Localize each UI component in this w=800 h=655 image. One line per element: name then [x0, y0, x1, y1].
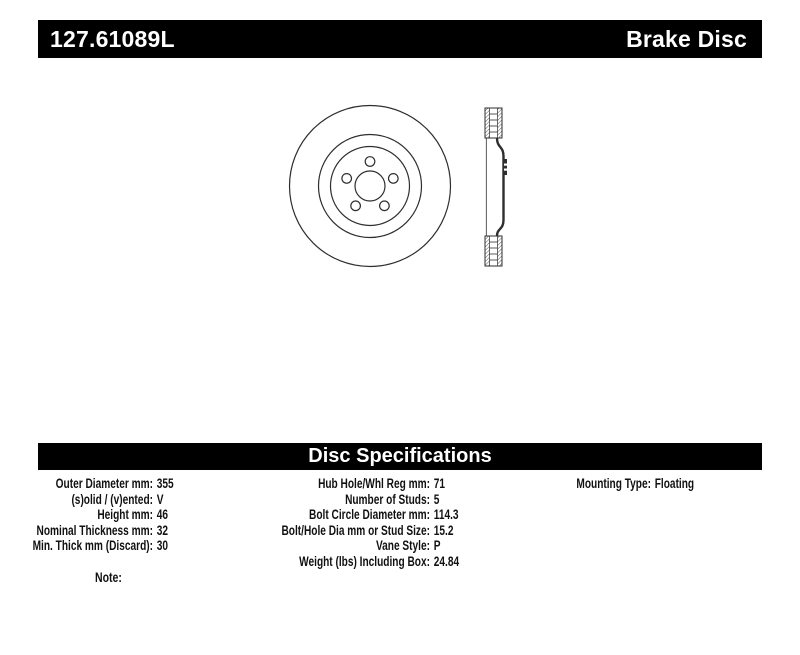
part-number: 127.61089L [50, 25, 175, 52]
spec-row-outer-diameter [26, 476, 174, 492]
spec-column-dimensions [26, 476, 174, 554]
product-title: Brake Disc [626, 25, 747, 52]
spec-value: 71 [433, 476, 446, 491]
spec-row-hub-hole [280, 476, 459, 492]
header-bar [38, 20, 762, 58]
hub-face-edge [331, 147, 410, 226]
spec-label: Outer Diameter mm: [55, 476, 153, 491]
spec-value: 114.3 [433, 507, 459, 523]
spec-value: 30 [156, 538, 169, 554]
spec-label: Height mm: [97, 507, 153, 523]
spec-section-bar [38, 443, 762, 470]
spec-label: Vane Style: [375, 538, 430, 554]
spec-label: Min. Thick mm (Discard): [32, 538, 153, 554]
center-hub-hole [355, 171, 385, 201]
spec-section-title: Disc Specifications [308, 445, 492, 467]
brake-disc-front-view-drawing [288, 104, 452, 268]
spec-value: P [433, 538, 441, 554]
spec-value: 5 [433, 491, 440, 507]
spec-column-mounting [554, 476, 695, 492]
note-label: Note: [95, 570, 122, 585]
spec-value: 355 [156, 476, 174, 491]
spec-row-vane-style [280, 538, 459, 554]
spec-label: Hub Hole/Whl Reg mm: [318, 476, 430, 491]
stud-hole [389, 174, 399, 184]
braking-surface-inner-edge [319, 135, 422, 238]
spec-column-hub-studs [280, 476, 459, 570]
brake-disc-section-view-drawing [477, 104, 513, 272]
spec-label: Bolt/Hole Dia mm or Stud Size: [281, 522, 430, 538]
spec-row-bolt-hole-dia [280, 523, 459, 539]
bottom-friction-ring [485, 236, 502, 266]
disc-outer-edge [290, 106, 451, 267]
spec-value: 15.2 [433, 522, 454, 538]
spec-value: Floating [654, 476, 695, 491]
stud-hole [365, 157, 375, 167]
spec-label: (s)olid / (v)ented: [71, 491, 153, 507]
spec-row-solid-vented [26, 492, 174, 508]
spec-value: V [156, 491, 164, 507]
spec-label: Weight (lbs) Including Box: [299, 553, 430, 569]
stud-hole [351, 201, 361, 211]
spec-row-number-of-studs [280, 492, 459, 508]
spec-label: Bolt Circle Diameter mm: [309, 507, 430, 523]
spec-value: 46 [156, 507, 169, 523]
spec-row-bolt-circle-diameter [280, 507, 459, 523]
spec-label: Number of Studs: [345, 491, 430, 507]
spec-label: Mounting Type: [576, 476, 651, 491]
mounting-flange [504, 159, 507, 175]
spec-label: Nominal Thickness mm: [36, 522, 153, 538]
stud-hole [342, 174, 352, 184]
top-friction-ring [485, 108, 502, 138]
stud-hole [380, 201, 390, 211]
spec-row-nominal-thickness [26, 523, 174, 539]
spec-row-mounting-type [554, 476, 695, 492]
spec-row-weight [280, 554, 459, 570]
spec-value: 24.84 [433, 553, 460, 569]
spec-value: 32 [156, 522, 169, 538]
spec-row-height [26, 507, 174, 523]
hat-section-wall [497, 138, 504, 236]
spec-row-min-thickness [26, 538, 174, 554]
